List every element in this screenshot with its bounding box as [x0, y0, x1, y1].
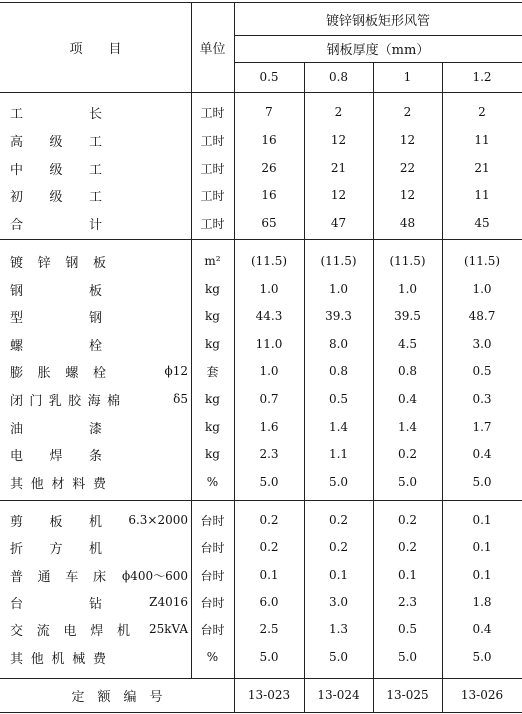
row-item	[10, 537, 188, 557]
row-item-name: 剪 板 机	[10, 514, 102, 530]
row-item	[10, 213, 188, 233]
row-value-col2: 8.0	[328, 337, 349, 351]
row-value-col2: 1.1	[328, 447, 349, 461]
row-value-col3: 0.1	[397, 568, 418, 582]
row-unit: 工时	[200, 188, 225, 203]
row-item-name: 台 钻	[10, 596, 102, 612]
row-value-col4: 0.5	[472, 364, 492, 378]
row-value-col1: 5.0	[259, 650, 279, 664]
row-value-col3: 0.2	[397, 540, 418, 554]
row-value-col1: 0.7	[259, 392, 279, 406]
row-value-col2: 1.3	[328, 622, 349, 636]
row-item-spec: ϕ400～600	[122, 568, 188, 583]
row-item	[10, 417, 188, 437]
row-value-col3: 5.0	[397, 650, 418, 664]
row-item	[10, 306, 188, 326]
rule-bottom	[0, 712, 522, 713]
rule-machinery-bottom	[0, 678, 522, 679]
row-value-col4: 0.1	[472, 540, 492, 554]
row-value-col3: 0.2	[397, 513, 418, 527]
row-value-col3: 39.5	[394, 309, 421, 323]
row-value-col4: 45	[474, 216, 490, 230]
row-value-col2: 0.1	[328, 568, 349, 582]
row-item	[10, 130, 188, 150]
row-value-col1: 0.2	[259, 540, 279, 554]
row-value-col1: 0.2	[259, 513, 279, 527]
row-item-name: 中 级 工	[10, 162, 102, 178]
row-item	[10, 444, 188, 464]
row-item-name: 镀 锌 钢 板	[10, 255, 106, 271]
footer-label: 定 额 编 号	[71, 689, 163, 705]
row-item-spec: ϕ12	[164, 364, 188, 378]
row-value-col4: 5.0	[472, 475, 492, 489]
row-value-col4: 0.4	[472, 622, 492, 636]
row-unit: kg	[205, 282, 220, 296]
row-value-col1: 11.0	[255, 337, 283, 351]
row-item	[10, 279, 188, 299]
row-value-col3: 4.5	[397, 337, 418, 351]
row-item	[10, 361, 188, 381]
row-item-name: 高 级 工	[10, 134, 102, 150]
row-value-col4: 0.3	[472, 392, 492, 406]
row-value-col4: 3.0	[472, 337, 492, 351]
row-item-name: 螺 栓	[10, 338, 102, 354]
row-value-col1: 2.5	[259, 622, 279, 636]
row-value-col2: 21	[330, 161, 347, 175]
footer-code-1: 13-023	[247, 688, 291, 702]
row-item-name: 普 通 车 床	[10, 569, 106, 585]
header-thickness-1: 0.5	[259, 70, 279, 84]
row-unit: kg	[205, 337, 220, 351]
row-value-col1: 65	[261, 216, 277, 230]
row-item-name: 闭 门 乳 胶 海 棉	[10, 393, 120, 409]
row-item	[10, 334, 188, 354]
rule-top	[0, 2, 522, 3]
row-value-col3: 5.0	[397, 475, 418, 489]
row-value-col1: 16	[261, 133, 277, 147]
row-value-col3: 2	[403, 105, 412, 119]
row-item	[10, 389, 188, 409]
row-item	[10, 592, 188, 612]
row-value-col2: 12	[330, 188, 347, 202]
row-unit: %	[206, 650, 219, 664]
row-unit: 台时	[200, 568, 225, 583]
row-item-name: 型 钢	[10, 310, 102, 326]
header-thickness-label: 钢板厚度（mm）	[326, 42, 430, 58]
row-value-col2: 0.2	[328, 513, 349, 527]
row-value-col2: (11.5)	[320, 254, 357, 268]
row-item	[10, 510, 188, 530]
row-value-col4: 0.4	[472, 447, 492, 461]
rule-group-title	[234, 35, 522, 36]
rule-thickness	[234, 62, 522, 63]
row-item-spec: 6.3×2000	[128, 513, 188, 527]
row-value-col3: (11.5)	[389, 254, 426, 268]
row-value-col2: 5.0	[328, 650, 349, 664]
row-value-col3: 0.4	[397, 392, 418, 406]
row-value-col1: 1.0	[259, 364, 279, 378]
row-value-col4: 48.7	[468, 309, 496, 323]
row-item-name: 油 漆	[10, 421, 102, 437]
row-item-name: 初 级 工	[10, 189, 102, 205]
header-item-label: 项 目	[69, 41, 122, 57]
row-value-col4: 1.7	[472, 420, 492, 434]
row-value-col4: 5.0	[472, 650, 492, 664]
row-item-spec: Z4016	[149, 595, 188, 609]
row-item	[10, 185, 188, 205]
row-item-spec: δ5	[173, 392, 188, 406]
row-value-col3: 1.4	[397, 420, 418, 434]
row-value-col3: 0.5	[397, 622, 418, 636]
row-unit: 台时	[200, 622, 225, 637]
row-value-col1: 5.0	[259, 475, 279, 489]
row-value-col2: 3.0	[328, 595, 349, 609]
row-value-col3: 0.8	[397, 364, 418, 378]
row-value-col2: 5.0	[328, 475, 349, 489]
header-group-title: 镀锌钢板矩形风管	[325, 13, 430, 29]
row-value-col3: 22	[399, 161, 416, 175]
row-unit: kg	[205, 420, 220, 434]
row-unit: kg	[205, 392, 220, 406]
row-value-col2: 0.2	[328, 540, 349, 554]
row-value-col1: 1.6	[259, 420, 279, 434]
row-unit: 工时	[200, 216, 225, 231]
row-value-col2: 1.4	[328, 420, 349, 434]
row-item	[10, 472, 188, 492]
row-value-col4: 0.1	[472, 568, 492, 582]
row-value-col1: (11.5)	[250, 254, 288, 268]
footer-code-3: 13-025	[386, 688, 429, 702]
row-value-col4: 0.1	[472, 513, 492, 527]
row-value-col1: 44.3	[255, 309, 283, 323]
row-item-name: 工 长	[10, 106, 102, 122]
row-value-col2: 0.5	[328, 392, 349, 406]
row-item	[10, 565, 188, 585]
header-unit-label: 单位	[199, 41, 226, 57]
row-value-col3: 12	[399, 133, 416, 147]
row-value-col1: 0.1	[259, 568, 279, 582]
row-value-col4: 11	[474, 188, 490, 202]
row-item	[10, 158, 188, 178]
row-item-name: 电 焊 条	[10, 448, 102, 464]
row-unit: kg	[205, 447, 220, 461]
row-value-col2: 0.8	[328, 364, 349, 378]
row-item-name: 折 方 机	[10, 541, 102, 557]
row-item-name: 膨 胀 螺 栓	[10, 365, 106, 381]
row-value-col2: 1.0	[328, 282, 349, 296]
row-value-col1: 1.0	[259, 282, 279, 296]
row-unit: 工时	[200, 161, 225, 176]
row-item-name: 其 他 材 料 费	[10, 476, 106, 492]
row-value-col4: 21	[474, 161, 490, 175]
row-value-col3: 48	[399, 216, 416, 230]
row-value-col3: 0.2	[397, 447, 418, 461]
row-value-col4: 11	[474, 133, 490, 147]
row-item-name: 其 他 机 械 费	[10, 651, 106, 667]
footer-code-2: 13-024	[317, 688, 360, 702]
row-item-spec: 25kVA	[148, 622, 188, 636]
row-value-col1: 7	[265, 105, 273, 119]
row-item	[10, 619, 188, 639]
row-item-name: 合 计	[10, 217, 102, 233]
row-unit: 台时	[200, 513, 225, 528]
row-item-name: 钢 板	[10, 283, 102, 299]
row-value-col3: 1.0	[397, 282, 418, 296]
rule-materials-bottom	[0, 500, 522, 501]
row-value-col4: (11.5)	[463, 254, 501, 268]
row-unit: kg	[205, 309, 220, 323]
row-value-col3: 2.3	[397, 595, 418, 609]
rule-header-bottom	[0, 92, 522, 93]
row-unit: 台时	[200, 595, 225, 610]
row-value-col3: 12	[399, 188, 416, 202]
header-thickness-4: 1.2	[472, 70, 492, 84]
row-value-col1: 6.0	[259, 595, 279, 609]
row-unit: %	[206, 475, 219, 489]
row-value-col1: 16	[261, 188, 277, 202]
row-item	[10, 251, 188, 271]
footer-code-4: 13-026	[460, 688, 504, 702]
row-value-col2: 2	[334, 105, 343, 119]
row-unit: 台时	[200, 540, 225, 555]
row-item	[10, 647, 188, 667]
row-value-col4: 1.8	[472, 595, 492, 609]
row-value-col2: 12	[330, 133, 347, 147]
row-value-col4: 1.0	[472, 282, 492, 296]
row-item	[10, 102, 188, 122]
row-value-col4: 2	[478, 105, 486, 119]
row-value-col1: 26	[261, 161, 277, 175]
header-thickness-3: 1	[403, 70, 412, 84]
row-unit: 工时	[200, 105, 225, 120]
row-value-col1: 2.3	[259, 447, 279, 461]
row-unit: 套	[206, 364, 219, 379]
row-item-name: 交 流 电 焊 机	[10, 623, 130, 639]
row-value-col2: 39.3	[325, 309, 352, 323]
row-value-col2: 47	[330, 216, 347, 230]
row-unit: 工时	[200, 133, 225, 148]
header-thickness-2: 0.8	[328, 70, 349, 84]
row-unit: m²	[204, 254, 221, 268]
rule-labor-bottom	[0, 239, 522, 240]
